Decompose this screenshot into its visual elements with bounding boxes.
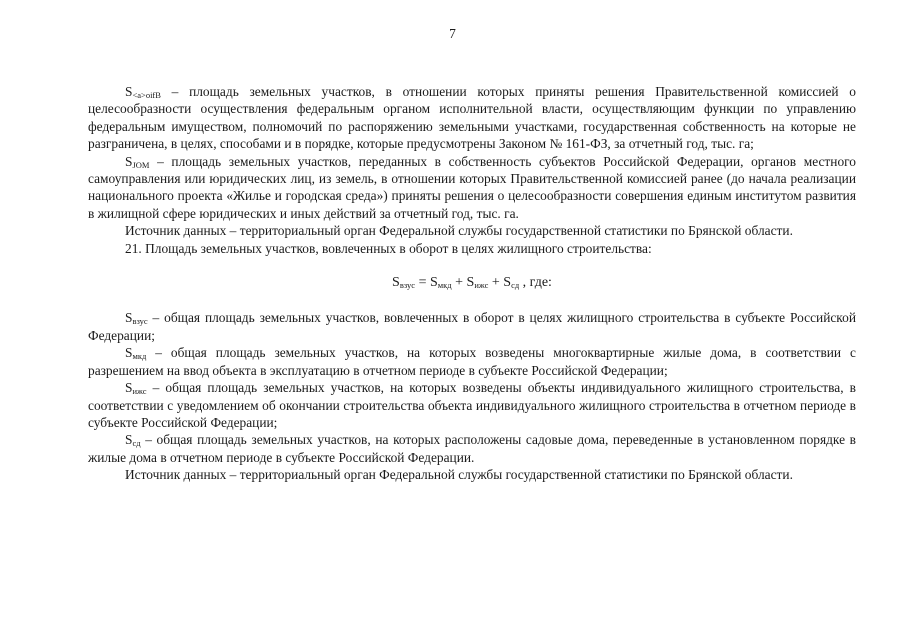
- formula-tail: , где:: [519, 275, 552, 291]
- definition-s-sd: [88, 431, 856, 466]
- definition-s-mkd: [88, 344, 856, 379]
- definition-s-oifb: [88, 83, 856, 153]
- definition-text: – площадь земельных участков, переданных в собственность субъектов Российской Федерации, органов местного самоуправления или юридических лиц, из земель, в отношении которых Правительственной комиссией ранее (до начала реализации национального проекта «Жилье и городская среда») приняты решения о целесообразности совершения единым институтом развития в жилищной сфере юридических и иных действий за отчетный год, тыс. га.: [88, 153, 856, 221]
- definition-s-vzus: [88, 309, 856, 344]
- formula-term-symbol: S: [503, 275, 512, 291]
- definition-symbol: S: [125, 310, 133, 326]
- formula-term-sub: ижс: [474, 280, 489, 291]
- formula-lhs-symbol: S: [392, 275, 400, 291]
- item-21-heading: 21. Площадь земельных участков, вовлеченных в оборот в целях жилищного строительства:: [125, 240, 652, 256]
- definition-subscript: ЈОМ: [132, 159, 150, 170]
- definition-text: – площадь земельных участков, в отношении которых приняты решения Правительственной комиссией о целесообразности осуществления федеральным органом исполнительной власти, осуществляющим функции по управлению федеральным имуществом, полномочий по распоряжению земельными участками, государственная собственность на которые не разграничена, в целях, способами и в порядке, которые предусмотрены Законом № 161-ФЗ, за отчетный год, тыс. га;: [88, 84, 856, 152]
- formula-term-symbol: S: [466, 275, 475, 291]
- definition-subscript: мкд: [132, 351, 147, 362]
- definition-symbol: S: [125, 380, 133, 396]
- definition-symbol: S: [125, 153, 133, 169]
- definition-subscript: ижс: [132, 386, 147, 397]
- formula-term-sub: сд: [511, 280, 520, 291]
- formula: [88, 274, 856, 291]
- definition-symbol: S: [125, 345, 133, 361]
- definition-s-izhs: [88, 379, 856, 431]
- definition-s-jom: [88, 153, 856, 223]
- definition-text: – общая площадь земельных участков, на которых возведены многоквартирные жилые дома, в соответствии с разрешением на ввод объекта в эксплуатацию в отчетном периоде в субъекте Российской Федерации;: [88, 345, 856, 378]
- formula-plus: +: [488, 275, 504, 291]
- document-body: [88, 83, 856, 484]
- definition-symbol: S: [125, 84, 133, 99]
- definition-symbol: S: [125, 432, 133, 448]
- definition-subscript: взус: [132, 316, 148, 327]
- definition-text: – общая площадь земельных участков, на которых расположены садовые дома, переведенные в установленном порядке в жилые дома в отчетном периоде в субъекте Российской Федерации.: [88, 432, 856, 465]
- page-number: 7: [449, 26, 456, 41]
- formula-term-sub: мкд: [437, 280, 452, 291]
- definition-subscript: сд: [132, 438, 141, 449]
- definition-subscript: <a>oifB: [132, 90, 161, 100]
- formula-term-symbol: S: [429, 275, 438, 291]
- data-source-note: Источник данных – территориальный орган Федеральной службы государственной статистики по Брянской области.: [125, 467, 793, 483]
- data-source-note: Источник данных – территориальный орган Федеральной службы государственной статистики по Брянской области.: [125, 223, 793, 239]
- formula-lhs-sub: взус: [399, 280, 416, 291]
- definition-text: – общая площадь земельных участков, на которых возведены объекты индивидуального жилищного строительства, в соответствии с уведомлением об окончании строительства объекта индивидуального жилищного строительства в отчетном периоде в субъекте Российской Федерации;: [88, 380, 856, 430]
- definition-text: – общая площадь земельных участков, вовлеченных в оборот в целях жилищного строительства в субъекте Российской Федерации;: [88, 310, 856, 343]
- formula-plus: +: [451, 275, 467, 291]
- formula-equals: =: [415, 275, 430, 291]
